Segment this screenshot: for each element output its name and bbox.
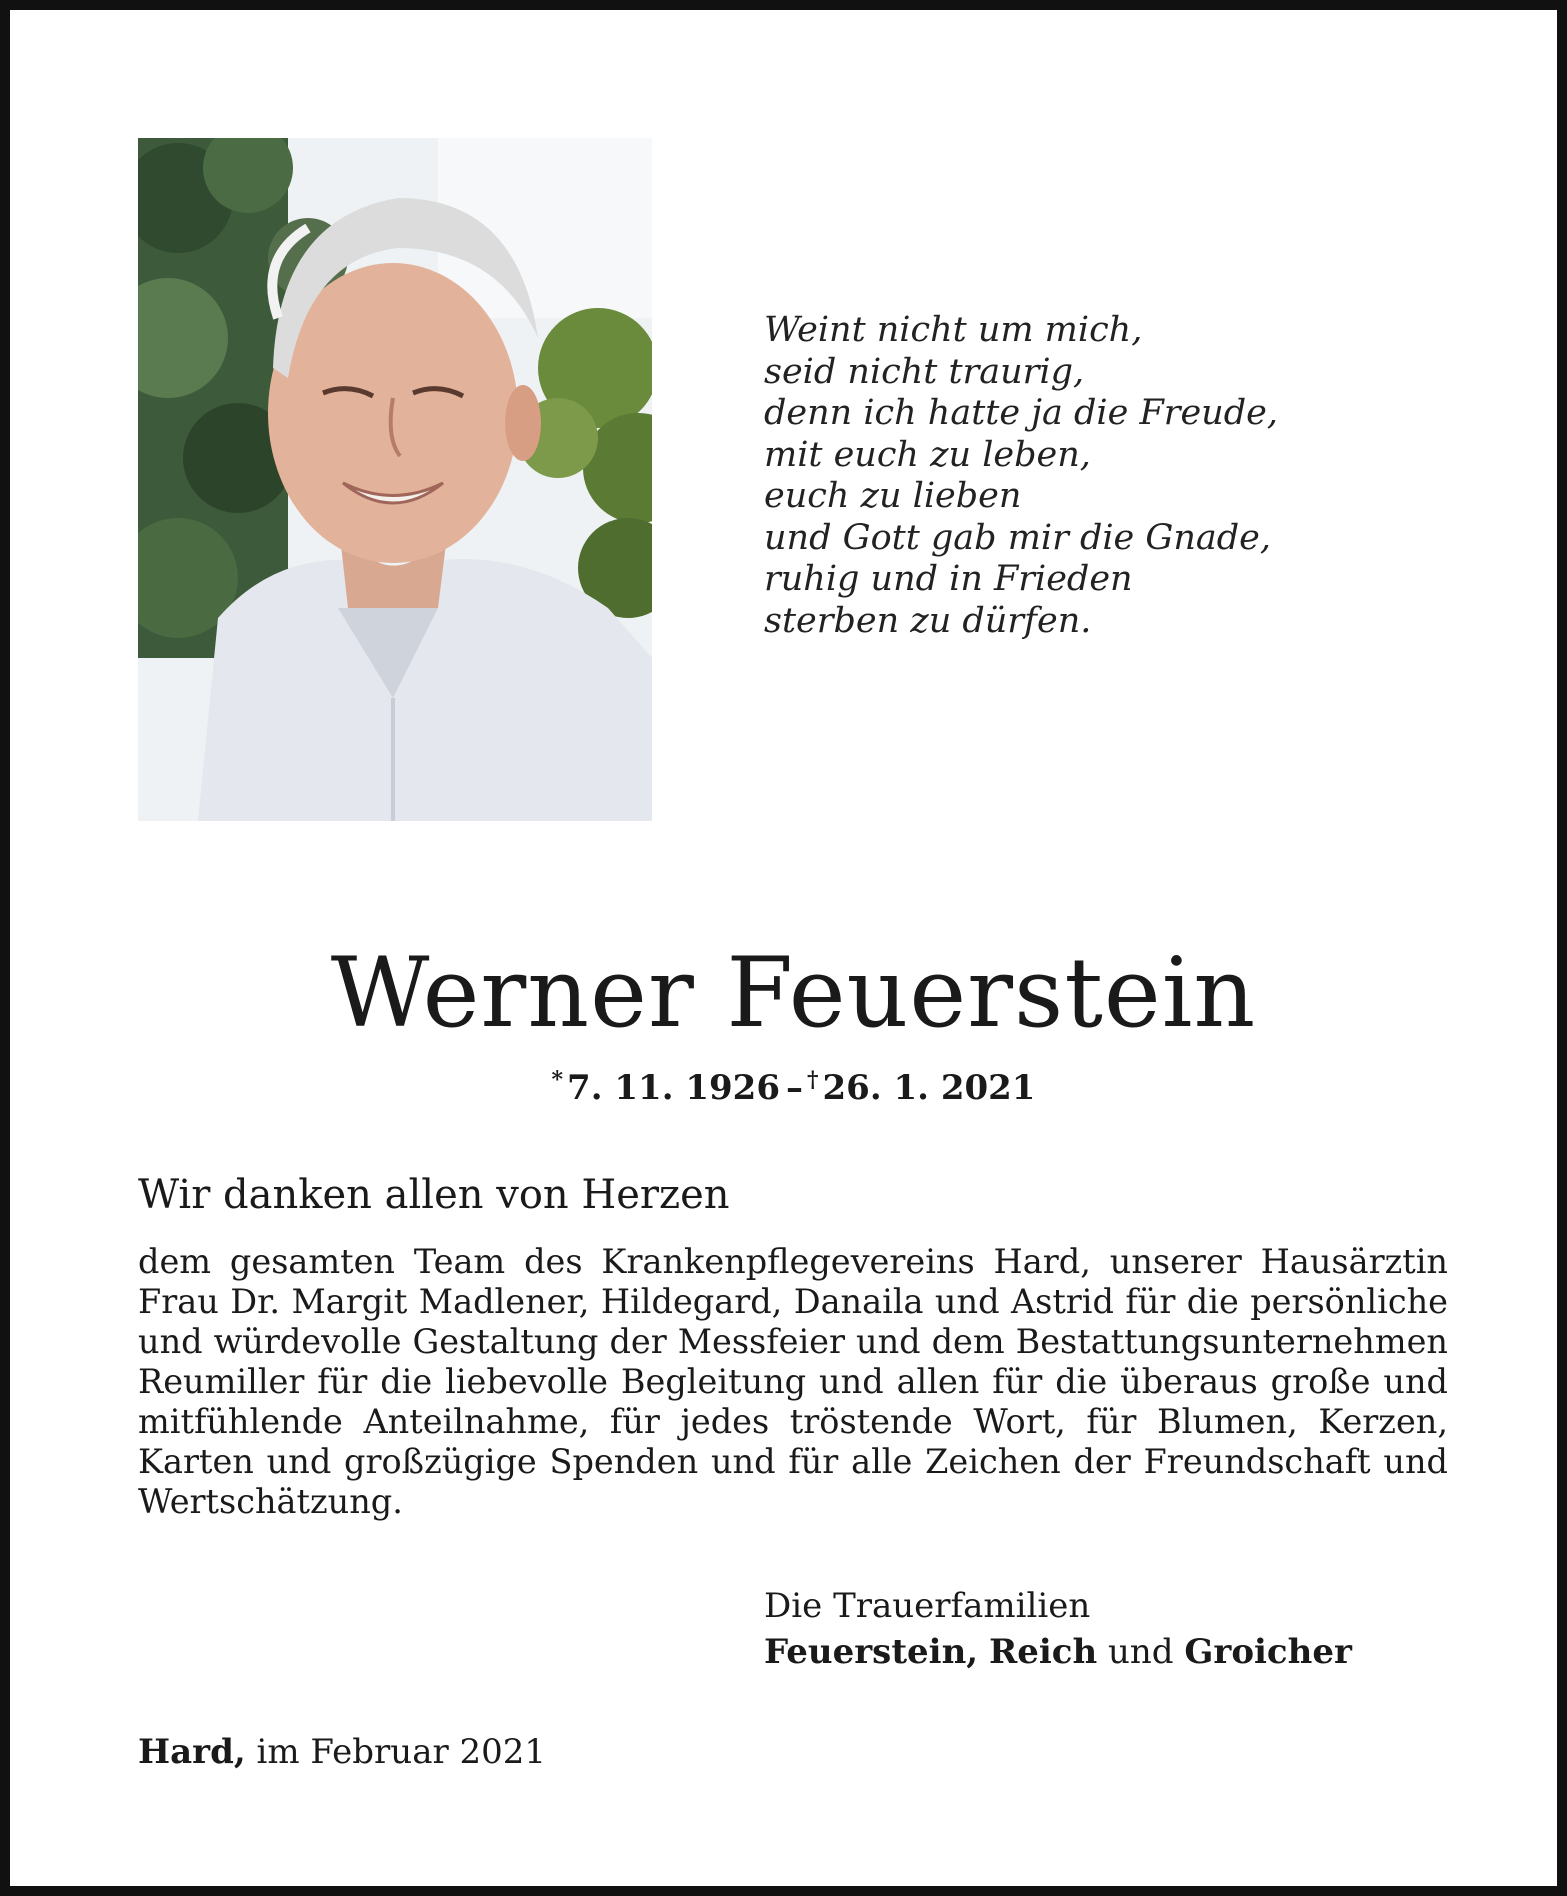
poem-line: seid nicht traurig, xyxy=(764,351,1085,392)
family-intro: Die Trauerfamilien xyxy=(764,1586,1091,1626)
poem-line: denn ich hatte ja die Freude, xyxy=(764,393,1278,433)
family-connector: und xyxy=(1108,1632,1174,1672)
family-name-reich: Reich xyxy=(988,1632,1098,1672)
deceased-name: Werner Feuerstein xyxy=(330,937,1257,1049)
death-symbol: † xyxy=(807,1067,819,1093)
family-name-groicher: Groicher xyxy=(1184,1632,1352,1672)
notice-date: im Februar 2021 xyxy=(256,1732,547,1772)
portrait-image xyxy=(138,138,652,821)
family-names xyxy=(764,1629,1352,1675)
portrait-photo xyxy=(138,138,652,821)
life-dates xyxy=(10,1058,1567,1110)
family-signature xyxy=(764,1583,1352,1675)
poem-line: und Gott gab mir die Gnade, xyxy=(764,517,1271,558)
poem-line: sterben zu dürfen. xyxy=(764,600,1092,641)
death-date: 26. 1. 2021 xyxy=(822,1068,1036,1108)
poem-line: mit euch zu leben, xyxy=(764,434,1091,475)
place-date xyxy=(138,1730,546,1774)
thanks-body: dem gesamten Team des Krankenpflegevereins Hard, unserer Hausärztin Frau Dr. Margit Madlener, Hildegard, Danaila und Astrid für die persönliche und würdevolle Gestaltung der Messfeier und dem Bestattungsunternehmen Reumiller für die liebevolle Begleitung und allen für die überaus große und mitfühlende Anteilnahme, für jedes tröstende Wort, für Blumen, Kerzen, Karten und großzügige Spenden und für alle Zeichen der Freundschaft und Wertschätzung. xyxy=(138,1242,1448,1521)
family-name-feuerstein: Feuerstein, xyxy=(764,1632,979,1672)
place-name: Hard, xyxy=(138,1732,246,1772)
poem-line: ruhig und in Frieden xyxy=(764,559,1133,599)
date-separator: – xyxy=(786,1068,803,1108)
birth-date: 7. 11. 1926 xyxy=(567,1068,780,1108)
birth-symbol: * xyxy=(551,1067,564,1093)
poem-line: euch zu lieben xyxy=(764,476,1022,516)
poem xyxy=(764,310,1384,642)
thanks-heading: Wir danken allen von Herzen xyxy=(138,1172,730,1218)
poem-line: Weint nicht um mich, xyxy=(764,310,1143,350)
